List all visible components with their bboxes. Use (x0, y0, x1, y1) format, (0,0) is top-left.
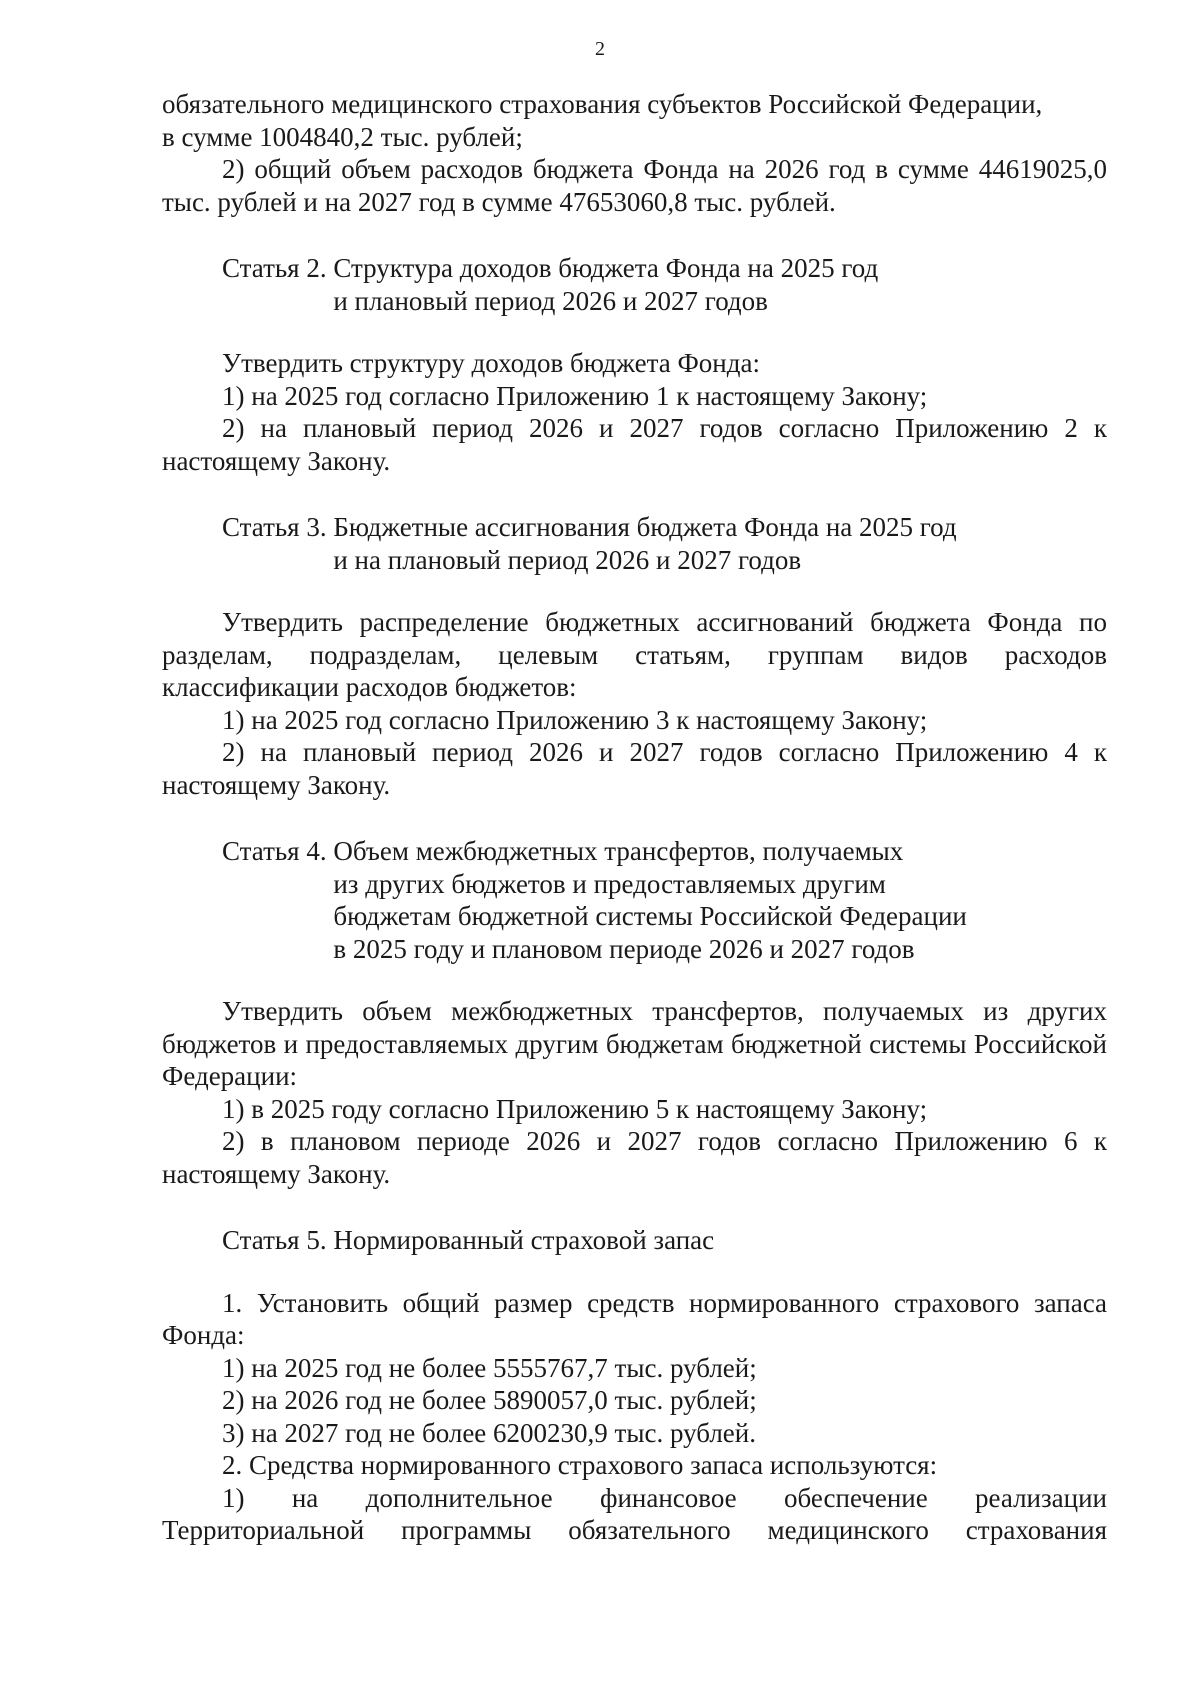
article-number: Статья 5. (222, 1225, 334, 1255)
article-title-line: Бюджетные ассигнования бюджета Фонда на 2025 год (333, 512, 957, 542)
article-title-line: Структура доходов бюджета Фонда на 2025 год (333, 253, 879, 283)
article-title (333, 252, 878, 317)
article-3-heading (162, 511, 1107, 576)
article-5-paragraph-2: 2. Средства нормированного страхового запаса используются: (222, 1450, 938, 1480)
article-title-line: и на плановый период 2026 и 2027 годов (333, 544, 802, 575)
intro-continuation-line: обязательного медицинского страхования субъектов Российской Федерации, (162, 89, 1043, 119)
document-body (162, 88, 1107, 1547)
article-2-heading (162, 252, 1107, 317)
article-5-paragraph-1: 1. Установить общий размер средств нормированного страхового запаса Фонда: (162, 1287, 1107, 1350)
article-title (333, 1224, 714, 1257)
article-4-item-1: 1) в 2025 году согласно Приложению 5 к настоящему Закону; (222, 1093, 928, 1124)
article-5-p1-item-1: 1) на 2025 год не более 5555767,7 тыс. рублей; (222, 1352, 757, 1383)
article-4-heading (162, 835, 1107, 965)
article-5-p2-item-1-line-2: Территориальной программы обязательного медицинского страхования (162, 1515, 1107, 1545)
article-title-line: в 2025 году и плановом периоде 2026 и 2027 годов (333, 933, 915, 964)
article-3-item-1: 1) на 2025 год согласно Приложению 3 к настоящему Закону; (222, 704, 928, 735)
article-4-lead: Утвердить объем межбюджетных трансфертов, получаемых из других бюджетов и предоставляемых другим бюджетам бюджетной системы Российской Федерации: (162, 996, 1107, 1091)
article-5-p1-item-3: 3) на 2027 год не более 6200230,9 тыс. рублей. (222, 1417, 756, 1448)
article-title-line: бюджетам бюджетной системы Российской Федерации (333, 901, 967, 931)
article-number: Статья 2. (222, 253, 334, 283)
article-title-line: из других бюджетов и предоставляемых другим (333, 868, 886, 899)
article-5-p1-item-2: 2) на 2026 год не более 5890057,0 тыс. рублей; (222, 1385, 757, 1415)
article-title-line: Объем межбюджетных трансфертов, получаемых (333, 836, 904, 866)
article-3-item-2: 2) на плановый период 2026 и 2027 годов согласно Приложению 4 к настоящему Закону. (162, 737, 1107, 800)
article-title-line: Нормированный страховой запас (333, 1225, 715, 1255)
intro-item-2: 2) общий объем расходов бюджета Фонда на 2026 год в сумме 44619025,0 тыс. рублей и на 2027 год в сумме 47653060,8 тыс. рублей. (162, 154, 1107, 217)
article-4-item-2: 2) в плановом периоде 2026 и 2027 годов согласно Приложению 6 к настоящему Закону. (162, 1126, 1107, 1189)
article-2-lead: Утвердить структуру доходов бюджета Фонда: (222, 348, 760, 378)
article-title-line: и плановый период 2026 и 2027 годов (333, 285, 768, 316)
article-title (333, 835, 967, 965)
article-5-heading (162, 1224, 1107, 1257)
article-2-item-2: 2) на плановый период 2026 и 2027 годов согласно Приложению 2 к настоящему Закону. (162, 413, 1107, 476)
article-title (333, 511, 956, 576)
intro-continuation-line: в сумме 1004840,2 тыс. рублей; (162, 121, 523, 152)
article-number: Статья 3. (222, 512, 334, 542)
page-number: 2 (595, 38, 605, 60)
article-3-lead: Утвердить распределение бюджетных ассигнований бюджета Фонда по разделам, подразделам, целевым статьям, группам видов расходов классификации расходов бюджетов: (162, 607, 1107, 702)
article-5-p2-item-1-line-1: 1) на дополнительное финансовое обеспечение реализации (222, 1482, 1107, 1513)
article-2-item-1: 1) на 2025 год согласно Приложению 1 к настоящему Закону; (222, 380, 928, 411)
article-number: Статья 4. (222, 836, 334, 866)
